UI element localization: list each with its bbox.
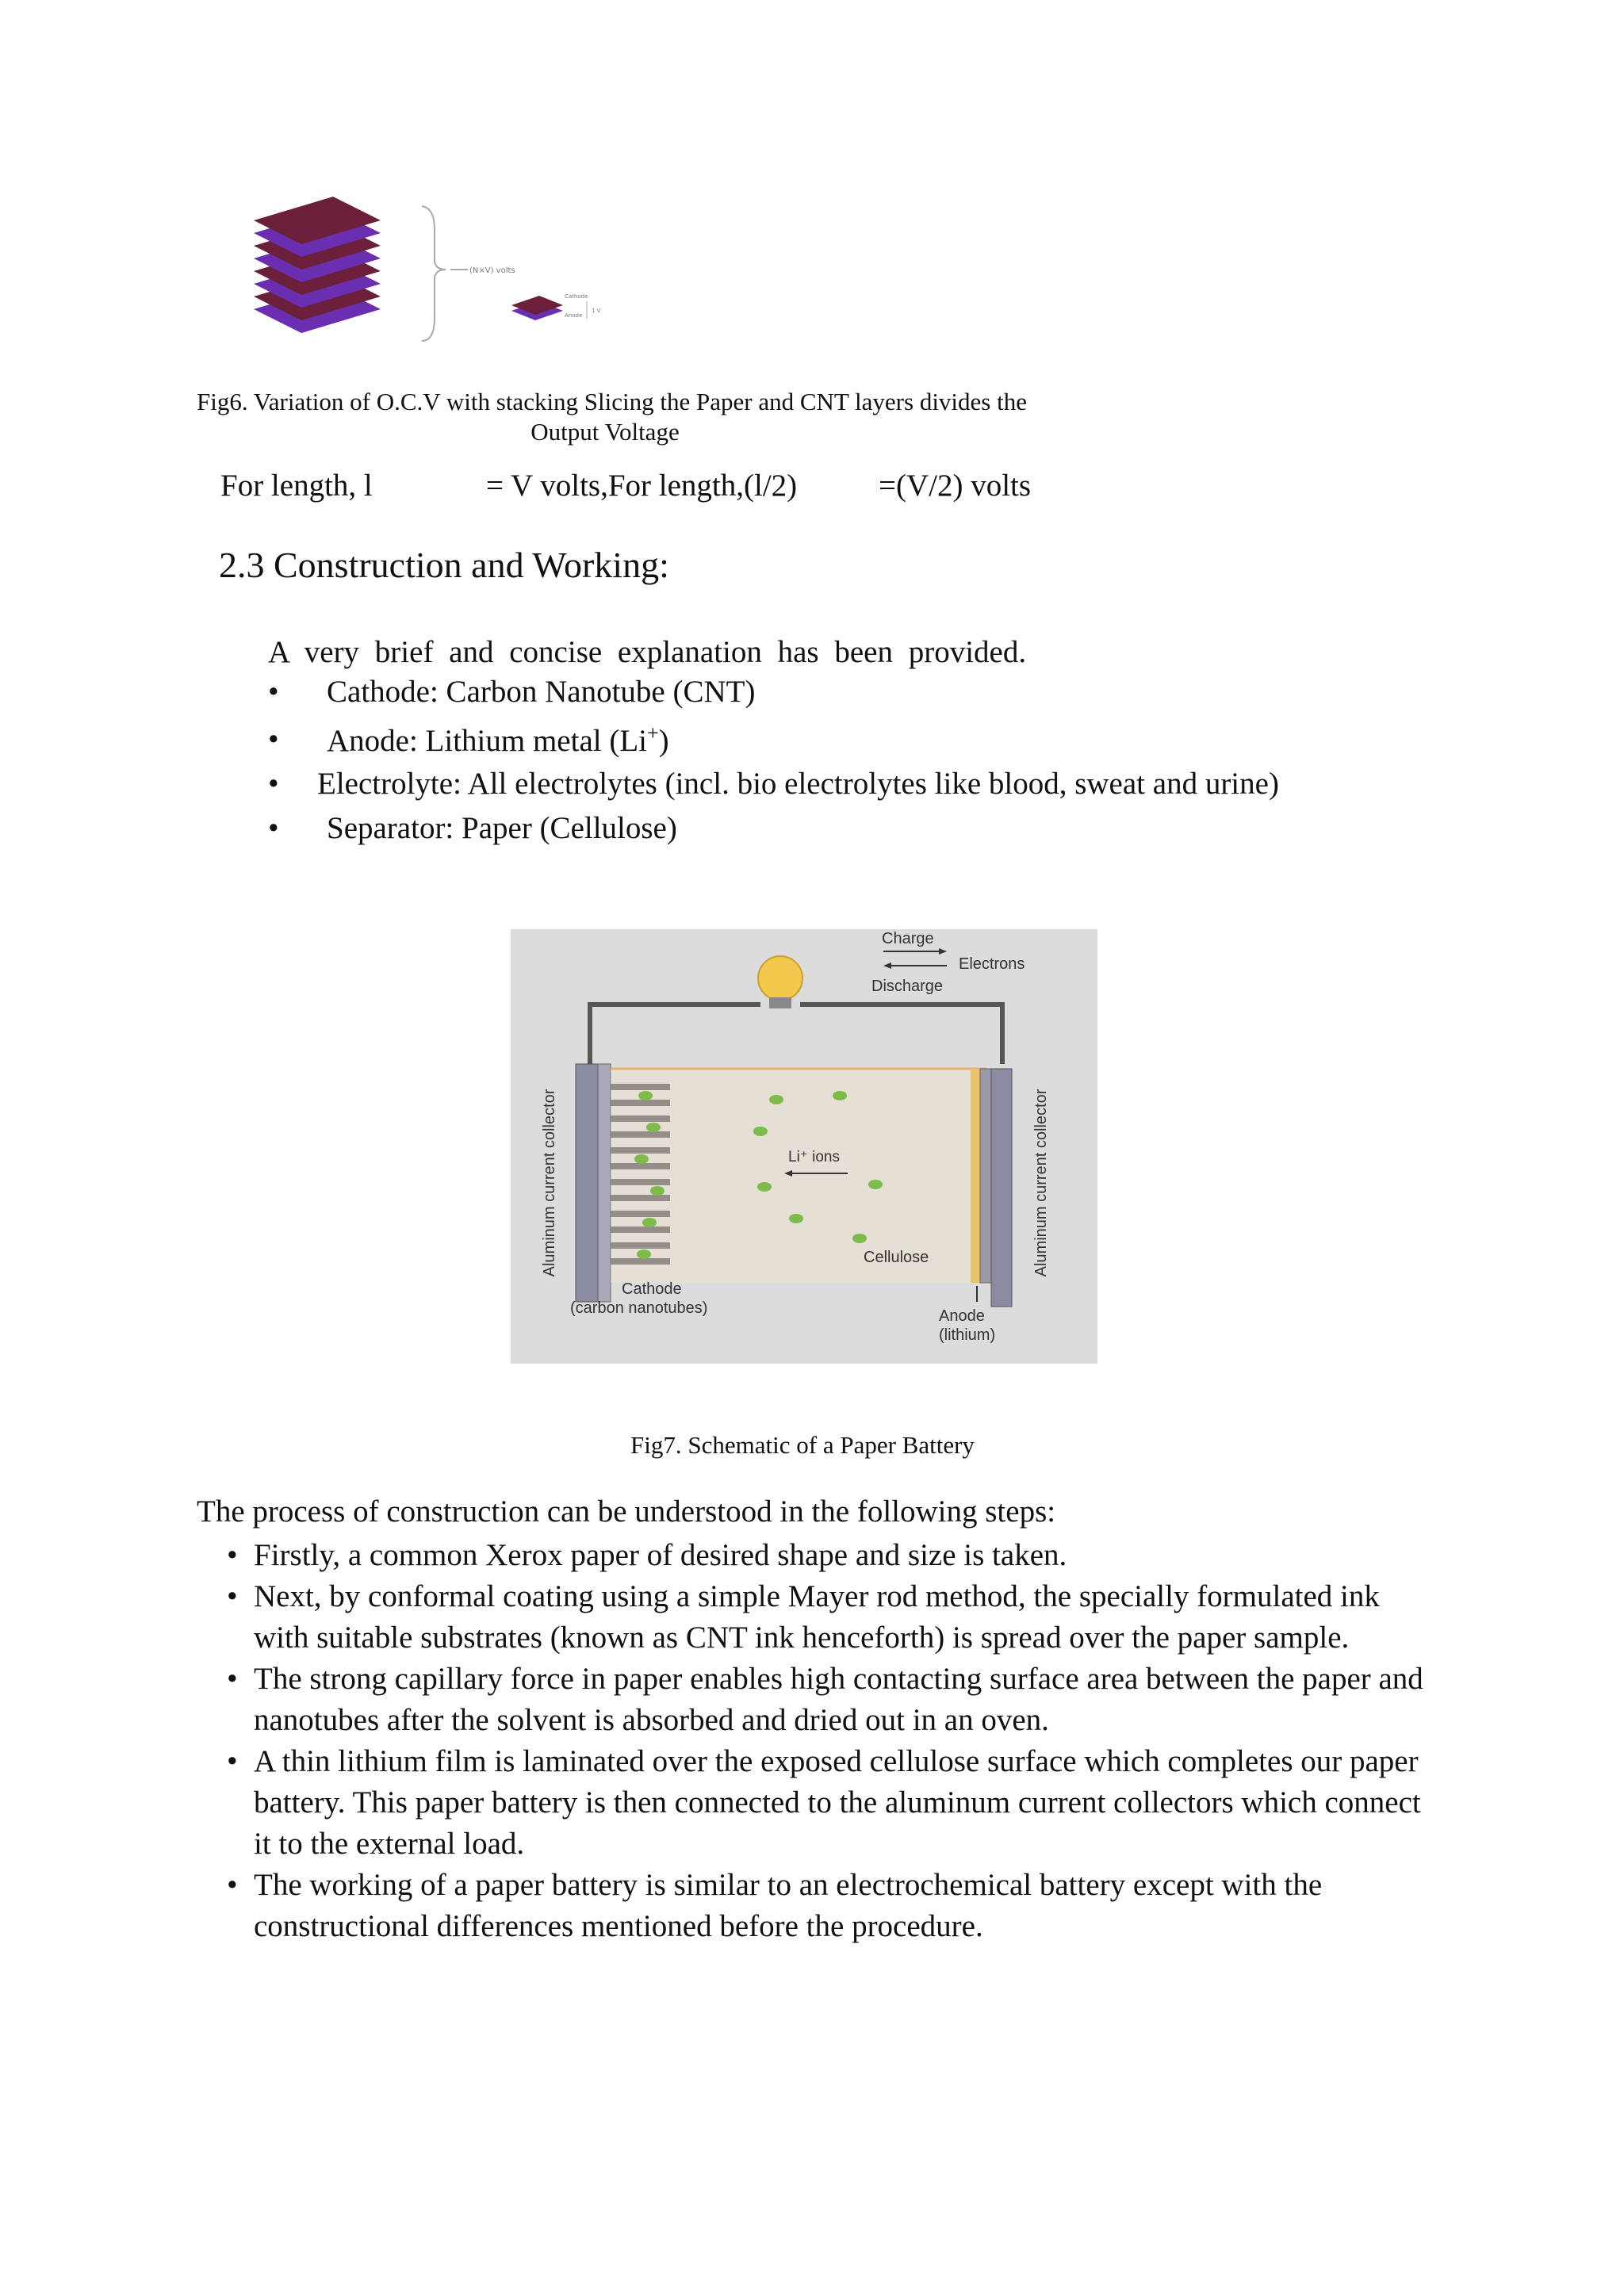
svg-text:(N×V) volts: (N×V) volts (469, 266, 515, 275)
step-text: A thin lithium film is laminated over the exposed cellulose surface which completes our paper battery. This paper battery is then connected to the aluminum current collectors which connect it to the external load. (254, 1744, 1421, 1861)
label-anode-sub: (lithium) (939, 1326, 996, 1344)
equation-part2: = V volts,For length,(l/2) (486, 469, 798, 503)
step-text: The working of a paper battery is similar to an electrochemical battery except with the constructional differences mentioned before the procedure. (254, 1868, 1323, 1943)
label-discharge: Discharge (871, 978, 944, 995)
label-right-collector: Aluminum current collector (1032, 1089, 1050, 1277)
bullet-symbol: • (227, 1579, 238, 1613)
figure7-caption-text: Fig7. Schematic of a Paper Battery (630, 1431, 975, 1459)
label-electrons: Electrons (959, 955, 1025, 973)
figure7-caption (0, 1431, 1624, 1460)
list-item (227, 1865, 1432, 1947)
bullet-symbol: • (268, 767, 279, 801)
section-intro: A very brief and concise explanation has been provided. (268, 635, 1027, 669)
process-intro: The process of construction can be understood in the following steps: (197, 1494, 1056, 1529)
stacked-layers-graphic (254, 197, 601, 341)
anode-text-end: ) (658, 724, 669, 758)
figure7-schematic (511, 929, 1097, 1364)
bullet-symbol: • (268, 722, 279, 756)
bullet-symbol: • (227, 1744, 238, 1778)
svg-text:1 V: 1 V (592, 308, 601, 314)
equation-part3: =(V/2) volts (879, 469, 1032, 503)
list-item-text: Separator: Paper (Cellulose) (327, 811, 677, 845)
anode-superscript: + (647, 721, 659, 744)
anode-text: Anode: Lithium metal (Li (327, 724, 647, 758)
bullet-symbol: • (227, 1662, 238, 1696)
list-item-text: Electrolyte: All electrolytes (incl. bio electrolytes like blood, sweat and urine) (317, 767, 1279, 801)
list-item-anode (268, 718, 1418, 766)
process-steps-list (227, 1535, 1432, 1947)
label-anode: Anode (939, 1307, 985, 1325)
bullet-symbol: • (268, 811, 279, 845)
list-item (227, 1535, 1432, 1576)
label-charge: Charge (882, 930, 934, 947)
label-left-collector: Aluminum current collector (541, 1089, 558, 1277)
step-text: The strong capillary force in paper enables high contacting surface area between the paper and nanotubes after the solvent is absorbed and dried out in an oven. (254, 1662, 1423, 1737)
list-item (227, 1576, 1432, 1659)
components-list (268, 674, 1418, 855)
bullet-symbol: • (268, 675, 279, 709)
svg-text:Anode: Anode (565, 312, 583, 319)
section-heading: 2.3 Construction and Working: (219, 545, 669, 585)
equation-part1: For length, l (220, 469, 373, 503)
bullet-symbol: • (227, 1538, 238, 1572)
svg-text:Cathode: Cathode (565, 293, 588, 300)
label-cellulose: Cellulose (864, 1249, 929, 1266)
figure6-caption (197, 387, 1196, 447)
label-cathode: Cathode (622, 1280, 682, 1298)
list-item-text (327, 721, 669, 759)
bullet-symbol: • (227, 1868, 238, 1902)
figure6-caption-line2: Output Voltage (530, 418, 680, 446)
label-cathode-sub: (carbon nanotubes) (570, 1299, 708, 1317)
figure6-caption-line1: Fig6. Variation of O.C.V with stacking Slicing the Paper and CNT layers divides the (197, 388, 1027, 415)
list-item (227, 1659, 1432, 1741)
step-text: Next, by conformal coating using a simple Mayer rod method, the specially formulated ink with suitable substrates (known as CNT ink henceforth) is spread over the paper sample. (254, 1579, 1380, 1655)
list-item-cathode (268, 674, 1418, 718)
list-item-electrolyte (268, 766, 1418, 810)
list-item-separator (268, 810, 1418, 855)
label-li-ions: Li⁺ ions (788, 1149, 840, 1165)
list-item (227, 1741, 1432, 1865)
list-item-text: Cathode: Carbon Nanotube (CNT) (327, 675, 756, 709)
figure6-image (238, 190, 650, 357)
step-text: Firstly, a common Xerox paper of desired shape and size is taken. (254, 1538, 1067, 1572)
